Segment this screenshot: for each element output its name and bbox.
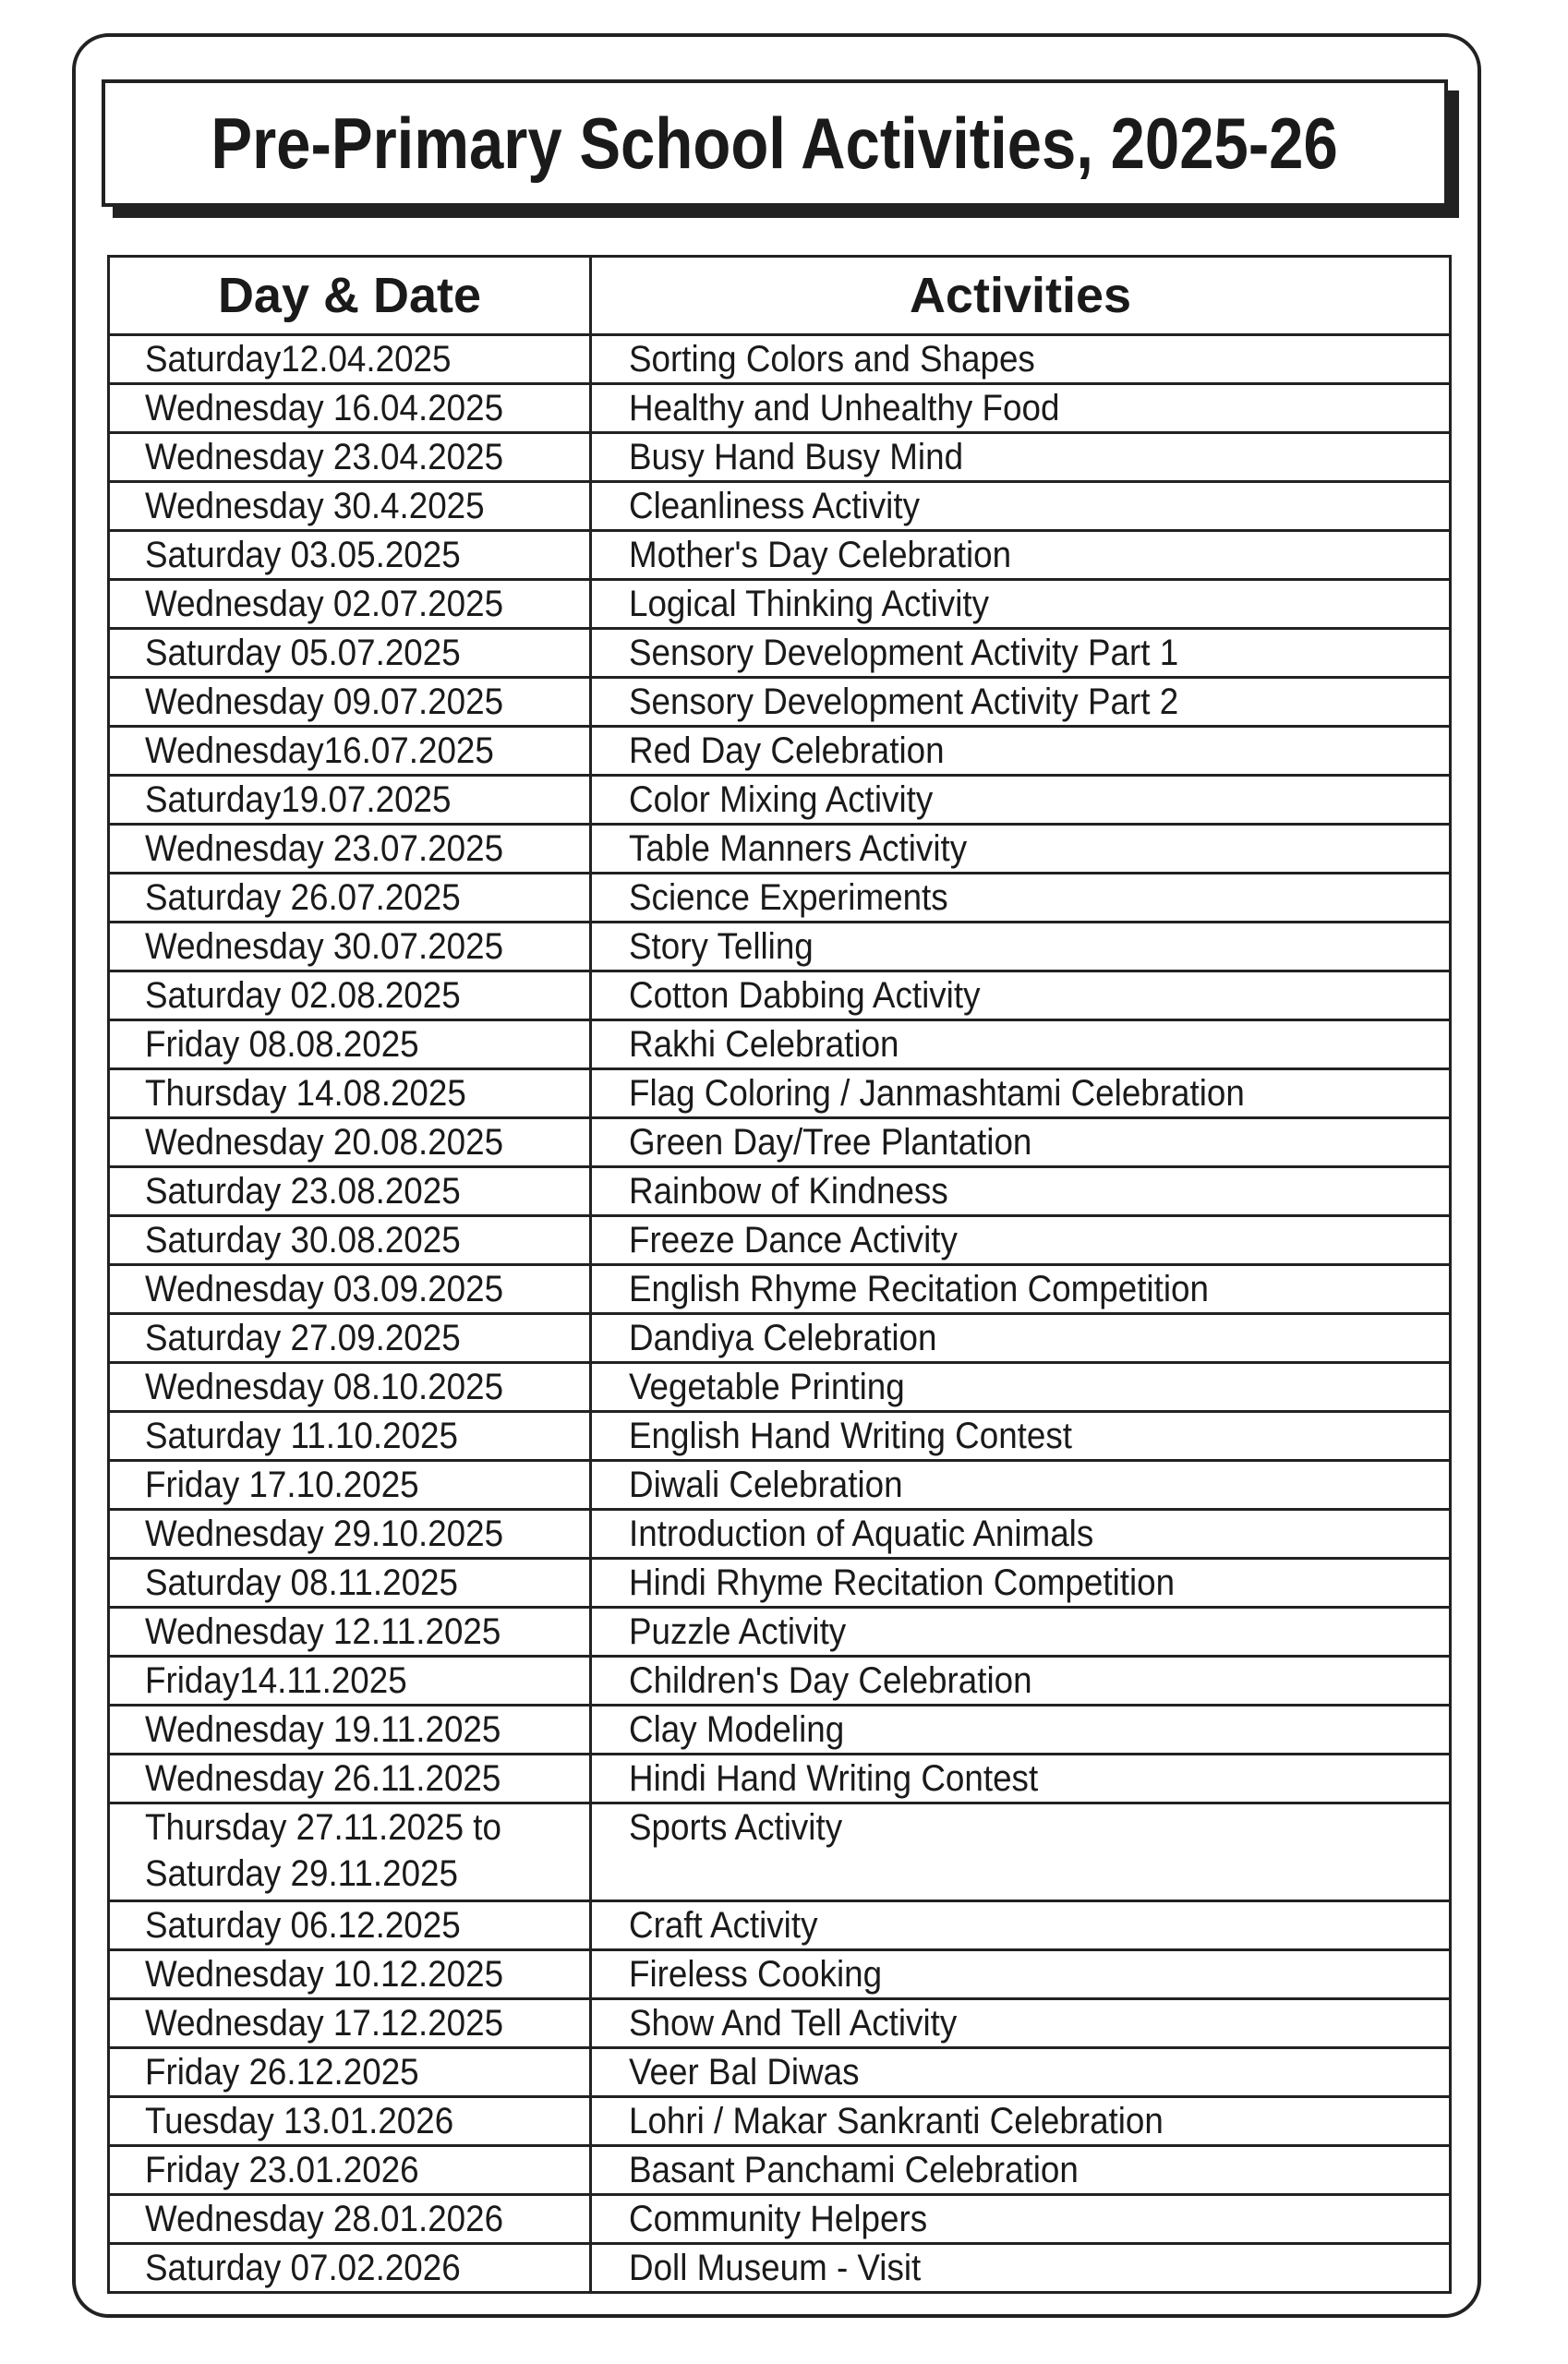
activity-text: English Rhyme Recitation Competition <box>629 1269 1209 1309</box>
table-row <box>109 1069 1451 1118</box>
table-row <box>109 1706 1451 1755</box>
activity-cell <box>591 1999 1451 2048</box>
table-row <box>109 727 1451 776</box>
date-text: Wednesday16.07.2025 <box>145 730 494 771</box>
date-text: Saturday19.07.2025 <box>145 779 452 820</box>
table-row <box>109 678 1451 727</box>
activity-cell <box>591 482 1451 531</box>
table-row <box>109 1167 1451 1216</box>
date-cell <box>109 874 591 923</box>
table-row <box>109 1216 1451 1265</box>
date-cell <box>109 1755 591 1803</box>
activity-cell <box>591 2146 1451 2195</box>
date-cell <box>109 1559 591 1608</box>
table-row <box>109 1314 1451 1363</box>
activity-cell <box>591 1461 1451 1510</box>
date-cell <box>109 629 591 678</box>
date-text: Friday 23.01.2026 <box>145 2150 419 2190</box>
date-text: Saturday 08.11.2025 <box>145 1562 458 1603</box>
page-title: Pre-Primary School Activities, 2025-26 <box>211 102 1339 184</box>
activity-cell <box>591 923 1451 971</box>
date-text: Saturday 05.07.2025 <box>145 633 461 673</box>
date-text: Thursday 27.11.2025 to Saturday 29.11.2025 <box>145 1807 501 1894</box>
date-text: Wednesday 26.11.2025 <box>145 1758 501 1799</box>
date-text: Wednesday 08.10.2025 <box>145 1367 504 1407</box>
date-text: Wednesday 10.12.2025 <box>145 1954 504 1995</box>
activity-cell <box>591 629 1451 678</box>
table-row <box>109 1363 1451 1412</box>
date-cell <box>109 971 591 1020</box>
date-cell <box>109 2048 591 2097</box>
activity-text: Craft Activity <box>629 1905 818 1946</box>
table-row <box>109 2097 1451 2146</box>
table-row <box>109 776 1451 825</box>
date-cell <box>109 1999 591 2048</box>
activity-text: Hindi Rhyme Recitation Competition <box>629 1562 1176 1603</box>
date-text: Saturday 27.09.2025 <box>145 1318 461 1358</box>
date-text: Saturday 30.08.2025 <box>145 1220 461 1260</box>
activity-cell <box>591 1803 1451 1901</box>
activity-cell <box>591 433 1451 482</box>
activity-text: Clay Modeling <box>629 1709 845 1750</box>
activity-text: Sensory Development Activity Part 2 <box>629 681 1179 722</box>
activity-cell <box>591 727 1451 776</box>
table-row <box>109 825 1451 874</box>
date-text: Saturday 11.10.2025 <box>145 1416 458 1456</box>
table-row <box>109 2244 1451 2293</box>
activity-text: Introduction of Aquatic Animals <box>629 1514 1094 1554</box>
activity-cell <box>591 825 1451 874</box>
date-text: Friday14.11.2025 <box>145 1660 407 1701</box>
activity-cell <box>591 1020 1451 1069</box>
date-cell <box>109 384 591 433</box>
activity-text: Doll Museum - Visit <box>629 2248 922 2288</box>
table-row <box>109 335 1451 384</box>
date-cell <box>109 531 591 580</box>
date-text: Friday 26.12.2025 <box>145 2052 419 2093</box>
activity-text: Dandiya Celebration <box>629 1318 937 1358</box>
date-cell <box>109 727 591 776</box>
activity-cell <box>591 678 1451 727</box>
activity-text: Diwali Celebration <box>629 1465 903 1505</box>
activity-cell <box>591 1755 1451 1803</box>
date-text: Wednesday 12.11.2025 <box>145 1611 501 1652</box>
activity-text: Cotton Dabbing Activity <box>629 975 981 1016</box>
date-cell <box>109 1069 591 1118</box>
activity-cell <box>591 1657 1451 1706</box>
date-cell <box>109 1020 591 1069</box>
activity-text: English Hand Writing Contest <box>629 1416 1073 1456</box>
activity-cell <box>591 1510 1451 1559</box>
activity-text: Flag Coloring / Janmashtami Celebration <box>629 1073 1245 1114</box>
table-row <box>109 629 1451 678</box>
activity-text: Color Mixing Activity <box>629 779 934 820</box>
table-row <box>109 1118 1451 1167</box>
activity-cell <box>591 2097 1451 2146</box>
date-cell <box>109 1314 591 1363</box>
date-text: Tuesday 13.01.2026 <box>145 2101 454 2141</box>
date-text: Saturday 02.08.2025 <box>145 975 461 1016</box>
table-row <box>109 384 1451 433</box>
activity-text: Busy Hand Busy Mind <box>629 437 964 477</box>
activity-cell <box>591 1216 1451 1265</box>
activity-cell <box>591 2195 1451 2244</box>
table-header-row <box>109 257 1451 335</box>
activity-text: Sports Activity <box>629 1807 843 1848</box>
activity-cell <box>591 384 1451 433</box>
date-text: Friday 17.10.2025 <box>145 1465 419 1505</box>
date-cell <box>109 776 591 825</box>
date-cell <box>109 1706 591 1755</box>
activity-cell <box>591 1706 1451 1755</box>
table-row <box>109 874 1451 923</box>
table-row <box>109 433 1451 482</box>
activity-text: Green Day/Tree Plantation <box>629 1122 1032 1163</box>
activity-cell <box>591 2244 1451 2293</box>
activity-text: Cleanliness Activity <box>629 486 920 526</box>
date-text: Wednesday 30.4.2025 <box>145 486 485 526</box>
date-text: Saturday 07.02.2026 <box>145 2248 461 2288</box>
activities-table <box>107 255 1452 2294</box>
activity-cell <box>591 531 1451 580</box>
activity-text: Story Telling <box>629 926 814 967</box>
date-text: Wednesday 09.07.2025 <box>145 681 504 722</box>
activity-text: Veer Bal Diwas <box>629 2052 860 2093</box>
table-row <box>109 531 1451 580</box>
activity-text: Community Helpers <box>629 2199 928 2239</box>
activity-cell <box>591 1363 1451 1412</box>
activity-cell <box>591 1608 1451 1657</box>
activity-cell <box>591 1314 1451 1363</box>
activity-text: Sensory Development Activity Part 1 <box>629 633 1179 673</box>
activity-cell <box>591 971 1451 1020</box>
table-row <box>109 971 1451 1020</box>
table-row <box>109 1950 1451 1999</box>
date-cell <box>109 1412 591 1461</box>
date-text: Saturday 23.08.2025 <box>145 1171 461 1212</box>
activity-cell <box>591 1901 1451 1950</box>
date-text: Saturday12.04.2025 <box>145 339 452 380</box>
date-text: Wednesday 17.12.2025 <box>145 2003 504 2044</box>
activity-cell <box>591 1559 1451 1608</box>
activity-text: Lohri / Makar Sankranti Celebration <box>629 2101 1164 2141</box>
table-row <box>109 580 1451 629</box>
date-cell <box>109 2195 591 2244</box>
table-row <box>109 2048 1451 2097</box>
table-row <box>109 1803 1451 1901</box>
activity-cell <box>591 1069 1451 1118</box>
date-cell <box>109 482 591 531</box>
table-row <box>109 1510 1451 1559</box>
date-cell <box>109 1216 591 1265</box>
table-row <box>109 1608 1451 1657</box>
activity-cell <box>591 580 1451 629</box>
table-body <box>109 335 1451 2293</box>
activity-text: Table Manners Activity <box>629 828 968 869</box>
date-text: Wednesday 28.01.2026 <box>145 2199 504 2239</box>
date-cell <box>109 1657 591 1706</box>
date-cell <box>109 1118 591 1167</box>
date-cell <box>109 580 591 629</box>
activity-cell <box>591 1950 1451 1999</box>
activity-cell <box>591 1265 1451 1314</box>
activity-text: Science Experiments <box>629 877 948 918</box>
date-cell <box>109 2146 591 2195</box>
table-row <box>109 482 1451 531</box>
date-text: Wednesday 03.09.2025 <box>145 1269 504 1309</box>
date-text: Wednesday 02.07.2025 <box>145 584 504 624</box>
activity-text: Healthy and Unhealthy Food <box>629 388 1060 428</box>
activity-text: Sorting Colors and Shapes <box>629 339 1035 380</box>
activity-text: Vegetable Printing <box>629 1367 905 1407</box>
column-header-activities: Activities <box>591 257 1451 335</box>
date-cell <box>109 678 591 727</box>
activity-cell <box>591 1412 1451 1461</box>
date-text: Wednesday 23.07.2025 <box>145 828 504 869</box>
date-text: Wednesday 19.11.2025 <box>145 1709 501 1750</box>
activity-text: Show And Tell Activity <box>629 2003 958 2044</box>
date-cell <box>109 335 591 384</box>
activity-cell <box>591 1118 1451 1167</box>
date-text: Saturday 06.12.2025 <box>145 1905 461 1946</box>
date-cell <box>109 1363 591 1412</box>
activity-cell <box>591 1167 1451 1216</box>
table-row <box>109 923 1451 971</box>
date-text: Wednesday 29.10.2025 <box>145 1514 504 1554</box>
activity-text: Mother's Day Celebration <box>629 535 1012 575</box>
date-text: Saturday 26.07.2025 <box>145 877 461 918</box>
table-row <box>109 1461 1451 1510</box>
activity-cell <box>591 335 1451 384</box>
activity-text: Hindi Hand Writing Contest <box>629 1758 1039 1799</box>
activity-cell <box>591 2048 1451 2097</box>
activity-text: Rainbow of Kindness <box>629 1171 948 1212</box>
date-cell <box>109 1803 591 1901</box>
table-row <box>109 1559 1451 1608</box>
table-row <box>109 1901 1451 1950</box>
column-header-day-date: Day & Date <box>109 257 591 335</box>
activity-text: Children's Day Celebration <box>629 1660 1032 1701</box>
activity-cell <box>591 874 1451 923</box>
activity-text: Freeze Dance Activity <box>629 1220 958 1260</box>
date-cell <box>109 1510 591 1559</box>
table-row <box>109 1657 1451 1706</box>
table-row <box>109 1755 1451 1803</box>
date-cell <box>109 2244 591 2293</box>
activity-text: Red Day Celebration <box>629 730 945 771</box>
activity-text: Fireless Cooking <box>629 1954 883 1995</box>
date-text: Wednesday 16.04.2025 <box>145 388 504 428</box>
table-row <box>109 1999 1451 2048</box>
date-cell <box>109 1608 591 1657</box>
activity-text: Puzzle Activity <box>629 1611 847 1652</box>
date-cell <box>109 1167 591 1216</box>
date-cell <box>109 923 591 971</box>
date-cell <box>109 1461 591 1510</box>
activity-text: Basant Panchami Celebration <box>629 2150 1079 2190</box>
activity-text: Rakhi Celebration <box>629 1024 899 1065</box>
date-cell <box>109 1950 591 1999</box>
activity-cell <box>591 776 1451 825</box>
date-cell <box>109 825 591 874</box>
title-box <box>102 79 1448 207</box>
date-text: Wednesday 30.07.2025 <box>145 926 504 967</box>
date-cell <box>109 1265 591 1314</box>
table-row <box>109 1265 1451 1314</box>
date-cell <box>109 1901 591 1950</box>
activity-text: Logical Thinking Activity <box>629 584 990 624</box>
table-row <box>109 1020 1451 1069</box>
table-row <box>109 2146 1451 2195</box>
date-text: Saturday 03.05.2025 <box>145 535 461 575</box>
table-row <box>109 2195 1451 2244</box>
date-cell <box>109 433 591 482</box>
date-text: Wednesday 23.04.2025 <box>145 437 504 477</box>
date-text: Thursday 14.08.2025 <box>145 1073 466 1114</box>
date-cell <box>109 2097 591 2146</box>
table-row <box>109 1412 1451 1461</box>
date-text: Wednesday 20.08.2025 <box>145 1122 504 1163</box>
date-text: Friday 08.08.2025 <box>145 1024 419 1065</box>
